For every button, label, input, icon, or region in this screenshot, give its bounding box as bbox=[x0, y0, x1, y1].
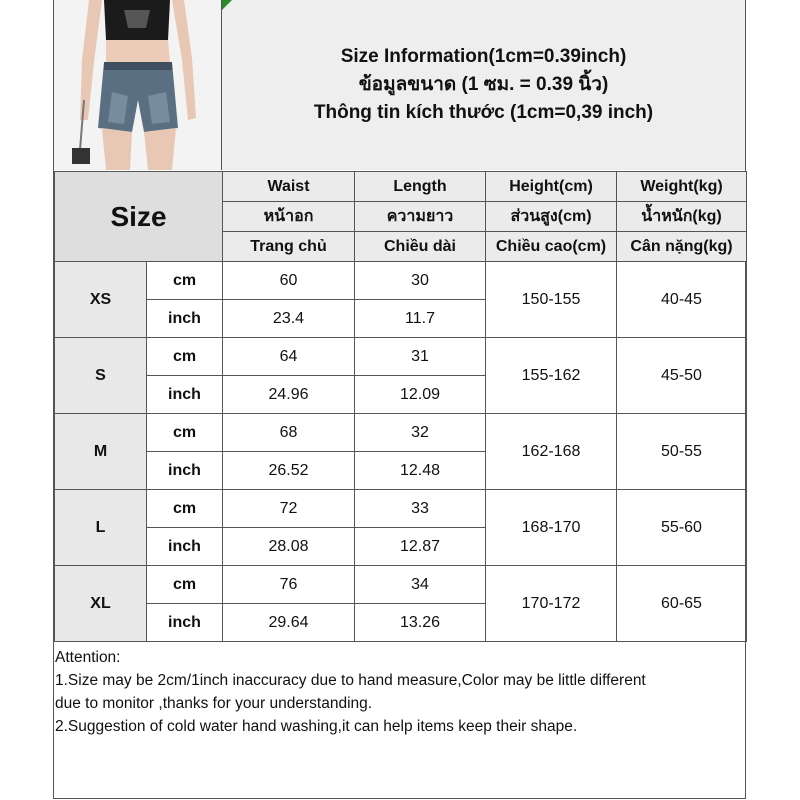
length-inch: 12.09 bbox=[355, 376, 486, 414]
length-inch: 11.7 bbox=[355, 300, 486, 338]
col-length-vi: Chiều dài bbox=[355, 232, 486, 262]
col-height-th: ส่วนสูง(cm) bbox=[486, 202, 617, 232]
unit-cm: cm bbox=[147, 566, 223, 604]
length-cm: 33 bbox=[355, 490, 486, 528]
table-row bbox=[55, 414, 747, 452]
size-header: Size bbox=[55, 172, 223, 262]
unit-cm: cm bbox=[147, 490, 223, 528]
weight-range: 40-45 bbox=[617, 262, 747, 338]
waist-inch: 29.64 bbox=[223, 604, 355, 642]
col-waist-en: Waist bbox=[223, 172, 355, 202]
col-weight-en: Weight(kg) bbox=[617, 172, 747, 202]
size-table bbox=[54, 171, 747, 642]
unit-cm: cm bbox=[147, 338, 223, 376]
col-length-en: Length bbox=[355, 172, 486, 202]
col-length-th: ความยาว bbox=[355, 202, 486, 232]
title-vietnamese: Thông tin kích thước (1cm=0,39 inch) bbox=[313, 102, 654, 123]
waist-cm: 72 bbox=[223, 490, 355, 528]
title-english: Size Information(1cm=0.39inch) bbox=[340, 46, 627, 67]
col-weight-vi: Cân nặng(kg) bbox=[617, 232, 747, 262]
height-range: 150-155 bbox=[486, 262, 617, 338]
waist-inch: 26.52 bbox=[223, 452, 355, 490]
size-label: M bbox=[55, 414, 147, 490]
size-label: S bbox=[55, 338, 147, 414]
col-waist-th: หน้าอก bbox=[223, 202, 355, 232]
size-information-header bbox=[222, 0, 745, 170]
length-inch: 12.87 bbox=[355, 528, 486, 566]
col-waist-vi: Trang chủ bbox=[223, 232, 355, 262]
length-cm: 34 bbox=[355, 566, 486, 604]
unit-inch: inch bbox=[147, 528, 223, 566]
unit-inch: inch bbox=[147, 604, 223, 642]
attention-line-2: due to monitor ,thanks for your understanding. bbox=[55, 695, 373, 712]
length-cm: 30 bbox=[355, 262, 486, 300]
length-inch: 13.26 bbox=[355, 604, 486, 642]
weight-range: 45-50 bbox=[617, 338, 747, 414]
attention-line-1: 1.Size may be 2cm/1inch inaccuracy due to hand measure,Color may be little different bbox=[55, 672, 646, 689]
length-inch: 12.48 bbox=[355, 452, 486, 490]
waist-cm: 68 bbox=[223, 414, 355, 452]
table-row bbox=[55, 338, 747, 376]
size-label: L bbox=[55, 490, 147, 566]
height-range: 168-170 bbox=[486, 490, 617, 566]
size-label: XL bbox=[55, 566, 147, 642]
title-thai: ข้อมูลขนาด (1 ซม. = 0.39 นิ้ว) bbox=[358, 74, 609, 95]
table-row bbox=[55, 566, 747, 604]
attention-line-3: 2.Suggestion of cold water hand washing,it can help items keep their shape. bbox=[55, 718, 578, 735]
col-height-en: Height(cm) bbox=[486, 172, 617, 202]
attention-notes bbox=[55, 646, 745, 738]
unit-inch: inch bbox=[147, 300, 223, 338]
height-range: 155-162 bbox=[486, 338, 617, 414]
waist-inch: 28.08 bbox=[223, 528, 355, 566]
waist-cm: 76 bbox=[223, 566, 355, 604]
product-photo bbox=[54, 0, 222, 170]
waist-cm: 60 bbox=[223, 262, 355, 300]
unit-inch: inch bbox=[147, 452, 223, 490]
height-range: 170-172 bbox=[486, 566, 617, 642]
unit-cm: cm bbox=[147, 262, 223, 300]
table-row bbox=[55, 490, 747, 528]
length-cm: 31 bbox=[355, 338, 486, 376]
waist-cm: 64 bbox=[223, 338, 355, 376]
unit-cm: cm bbox=[147, 414, 223, 452]
waist-inch: 23.4 bbox=[223, 300, 355, 338]
weight-range: 60-65 bbox=[617, 566, 747, 642]
model-wearing-shorts-image bbox=[54, 0, 221, 170]
height-range: 162-168 bbox=[486, 414, 617, 490]
weight-range: 50-55 bbox=[617, 414, 747, 490]
waist-inch: 24.96 bbox=[223, 376, 355, 414]
attention-heading: Attention: bbox=[55, 649, 121, 666]
table-row bbox=[55, 262, 747, 300]
corner-accent-mark bbox=[222, 0, 232, 10]
unit-inch: inch bbox=[147, 376, 223, 414]
col-height-vi: Chiều cao(cm) bbox=[486, 232, 617, 262]
length-cm: 32 bbox=[355, 414, 486, 452]
col-weight-th: น้ำหนัก(kg) bbox=[617, 202, 747, 232]
weight-range: 55-60 bbox=[617, 490, 747, 566]
size-label: XS bbox=[55, 262, 147, 338]
